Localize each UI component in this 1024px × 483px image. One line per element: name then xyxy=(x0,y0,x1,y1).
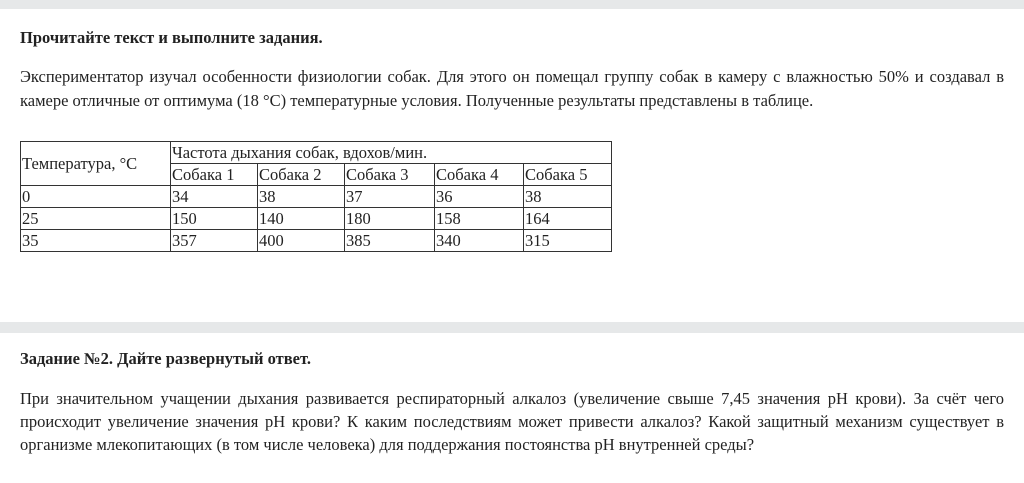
value-cell: 140 xyxy=(258,208,345,230)
value-cell: 400 xyxy=(258,230,345,252)
dog-header: Собака 1 xyxy=(171,164,258,186)
value-cell: 385 xyxy=(345,230,435,252)
top-divider-band xyxy=(0,0,1024,9)
task-2-paragraph: При значительном учащении дыхания развивается респираторный алкалоз (увеличение свыше 7,45 значения pH крови). За счёт чего происходит увеличение значения pH крови? К каким последствиям может привести алкалоз? Какой защитный механизм существует в организме млекопитающих (в том числе человека) для поддержания постоянства pH внутренней среды? xyxy=(20,389,1004,454)
value-cell: 158 xyxy=(435,208,524,230)
value-cell: 36 xyxy=(435,186,524,208)
value-cell: 357 xyxy=(171,230,258,252)
value-cell: 34 xyxy=(171,186,258,208)
section-divider-band xyxy=(0,322,1024,333)
intro-heading: Прочитайте текст и выполните задания. xyxy=(20,28,323,47)
temperature-cell: 0 xyxy=(21,186,171,208)
dog-header: Собака 3 xyxy=(345,164,435,186)
breathing-rate-table xyxy=(20,141,612,252)
value-cell: 150 xyxy=(171,208,258,230)
temperature-cell: 25 xyxy=(21,208,171,230)
table-row xyxy=(21,230,612,252)
value-cell: 340 xyxy=(435,230,524,252)
value-cell: 37 xyxy=(345,186,435,208)
temperature-header: Температура, °С xyxy=(21,142,171,186)
dog-header: Собака 4 xyxy=(435,164,524,186)
value-cell: 180 xyxy=(345,208,435,230)
task-2-section xyxy=(20,349,1004,456)
table-row xyxy=(21,208,612,230)
breathing-rate-header: Частота дыхания собак, вдохов/мин. xyxy=(171,142,612,164)
dog-header: Собака 2 xyxy=(258,164,345,186)
value-cell: 38 xyxy=(524,186,612,208)
intro-paragraph: Экспериментатор изучал особенности физиологии собак. Для этого он помещал группу собак в камеру с влажностью 50% и создавал в камере отличные от оптимума (18 °С) температурные условия. Полученные результаты представлены в таблице. xyxy=(20,67,1004,110)
temperature-cell: 35 xyxy=(21,230,171,252)
value-cell: 164 xyxy=(524,208,612,230)
value-cell: 38 xyxy=(258,186,345,208)
table-header-row xyxy=(21,142,612,164)
task-intro-section xyxy=(20,28,1004,113)
table-row xyxy=(21,186,612,208)
dog-header: Собака 5 xyxy=(524,164,612,186)
value-cell: 315 xyxy=(524,230,612,252)
task-2-heading: Задание №2. Дайте развернутый ответ. xyxy=(20,349,311,368)
